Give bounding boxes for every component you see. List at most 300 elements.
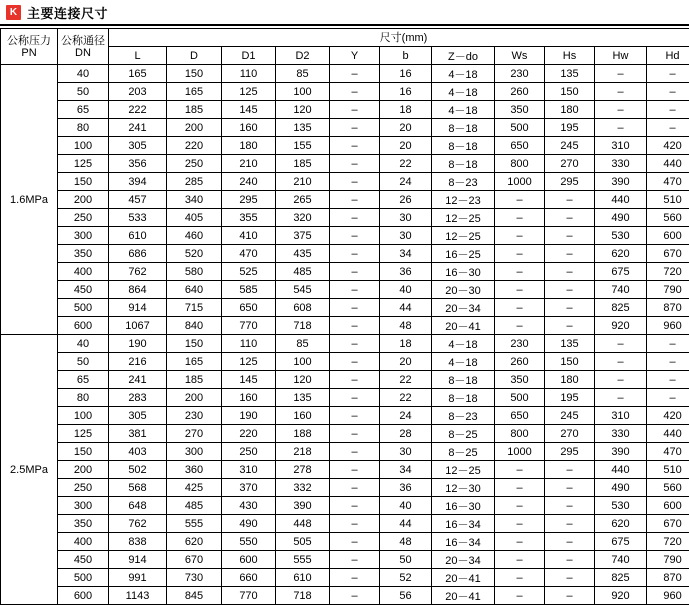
- cell-Hs: –: [545, 263, 595, 281]
- cell-D1: 430: [222, 497, 276, 515]
- cell-Ws: –: [495, 551, 545, 569]
- cell-D1: 410: [222, 227, 276, 245]
- cell-Zdo: 16－34: [432, 533, 495, 551]
- cell-Hw: 490: [595, 479, 647, 497]
- cell-b: 20: [380, 119, 432, 137]
- cell-Y: –: [330, 497, 380, 515]
- cell-Hw: 825: [595, 299, 647, 317]
- cell-Ws: –: [495, 281, 545, 299]
- cell-Zdo: 8－18: [432, 155, 495, 173]
- cell-Ws: 500: [495, 389, 545, 407]
- cell-Hd: 790: [647, 551, 689, 569]
- cell-D2: 608: [276, 299, 330, 317]
- cell-Hw: 440: [595, 191, 647, 209]
- cell-Y: –: [330, 263, 380, 281]
- cell-D: 845: [167, 587, 222, 605]
- table-row: [1, 533, 689, 551]
- cell-D: 840: [167, 317, 222, 335]
- cell-D: 670: [167, 551, 222, 569]
- cell-Hd: –: [647, 371, 689, 389]
- cell-D1: 600: [222, 551, 276, 569]
- cell-Hs: –: [545, 479, 595, 497]
- cell-dn: 100: [58, 407, 109, 425]
- cell-Hd: 560: [647, 209, 689, 227]
- header-col-Y: Y: [330, 47, 380, 65]
- cell-Hw: 825: [595, 569, 647, 587]
- cell-Hd: 960: [647, 317, 689, 335]
- cell-Ws: –: [495, 497, 545, 515]
- cell-Hw: 490: [595, 209, 647, 227]
- cell-Zdo: 16－25: [432, 245, 495, 263]
- cell-b: 52: [380, 569, 432, 587]
- cell-Zdo: 20－41: [432, 317, 495, 335]
- cell-Hw: 330: [595, 425, 647, 443]
- cell-b: 18: [380, 335, 432, 353]
- cell-Hd: –: [647, 335, 689, 353]
- cell-b: 30: [380, 227, 432, 245]
- cell-Ws: 1000: [495, 173, 545, 191]
- cell-Zdo: 12－30: [432, 479, 495, 497]
- cell-Ws: 230: [495, 335, 545, 353]
- cell-Y: –: [330, 119, 380, 137]
- cell-dn: 450: [58, 281, 109, 299]
- cell-D1: 220: [222, 425, 276, 443]
- cell-Hw: 530: [595, 497, 647, 515]
- cell-b: 34: [380, 245, 432, 263]
- cell-D: 230: [167, 407, 222, 425]
- header-dn-line1: 公称通径: [58, 35, 108, 47]
- cell-D: 715: [167, 299, 222, 317]
- cell-b: 18: [380, 101, 432, 119]
- cell-Y: –: [330, 407, 380, 425]
- cell-L: 1143: [109, 587, 167, 605]
- cell-D1: 355: [222, 209, 276, 227]
- cell-D: 520: [167, 245, 222, 263]
- table-row: [1, 299, 689, 317]
- cell-Hd: 470: [647, 173, 689, 191]
- cell-D1: 240: [222, 173, 276, 191]
- cell-b: 24: [380, 407, 432, 425]
- table-row: [1, 173, 689, 191]
- cell-D1: 650: [222, 299, 276, 317]
- cell-D2: 85: [276, 65, 330, 83]
- header-col-Zdo: Z－do: [432, 47, 495, 65]
- cell-Y: –: [330, 335, 380, 353]
- cell-Hs: 245: [545, 137, 595, 155]
- cell-Hs: –: [545, 497, 595, 515]
- table-row: [1, 407, 689, 425]
- cell-dn: 65: [58, 371, 109, 389]
- table-row: [1, 137, 689, 155]
- cell-Hw: –: [595, 101, 647, 119]
- table-row: [1, 83, 689, 101]
- table-row: [1, 317, 689, 335]
- cell-D: 620: [167, 533, 222, 551]
- cell-Zdo: 12－23: [432, 191, 495, 209]
- cell-D: 300: [167, 443, 222, 461]
- cell-D1: 250: [222, 443, 276, 461]
- cell-D2: 505: [276, 533, 330, 551]
- table-header: [1, 29, 689, 65]
- cell-D1: 525: [222, 263, 276, 281]
- cell-Ws: –: [495, 515, 545, 533]
- cell-D: 640: [167, 281, 222, 299]
- cell-Y: –: [330, 443, 380, 461]
- cell-Hs: –: [545, 227, 595, 245]
- cell-D2: 375: [276, 227, 330, 245]
- cell-Hd: 600: [647, 227, 689, 245]
- cell-L: 305: [109, 407, 167, 425]
- cell-D2: 265: [276, 191, 330, 209]
- table-row: [1, 191, 689, 209]
- header-col-D: D: [167, 47, 222, 65]
- cell-Ws: 500: [495, 119, 545, 137]
- cell-Y: –: [330, 245, 380, 263]
- cell-Hs: 295: [545, 443, 595, 461]
- table-header-row-1: [1, 29, 689, 47]
- cell-pressure-rating: 2.5MPa: [1, 335, 58, 605]
- cell-Hd: 870: [647, 299, 689, 317]
- cell-Ws: 230: [495, 65, 545, 83]
- cell-b: 34: [380, 461, 432, 479]
- cell-Ws: –: [495, 569, 545, 587]
- cell-Zdo: 8－23: [432, 173, 495, 191]
- cell-Y: –: [330, 587, 380, 605]
- cell-L: 190: [109, 335, 167, 353]
- cell-Y: –: [330, 299, 380, 317]
- cell-D2: 120: [276, 371, 330, 389]
- cell-D: 200: [167, 119, 222, 137]
- cell-b: 24: [380, 173, 432, 191]
- cell-D2: 120: [276, 101, 330, 119]
- cell-b: 36: [380, 263, 432, 281]
- cell-D: 285: [167, 173, 222, 191]
- table-row: [1, 569, 689, 587]
- cell-D1: 585: [222, 281, 276, 299]
- cell-Hs: 180: [545, 101, 595, 119]
- cell-D1: 125: [222, 353, 276, 371]
- cell-dn: 400: [58, 533, 109, 551]
- cell-Zdo: 4－18: [432, 353, 495, 371]
- cell-Hs: 195: [545, 119, 595, 137]
- cell-Hd: 440: [647, 155, 689, 173]
- cell-Zdo: 8－18: [432, 371, 495, 389]
- cell-D2: 135: [276, 119, 330, 137]
- table-row: [1, 515, 689, 533]
- cell-L: 403: [109, 443, 167, 461]
- cell-Hs: –: [545, 461, 595, 479]
- cell-D: 460: [167, 227, 222, 245]
- header-pn-line1: 公称压力: [1, 35, 57, 47]
- cell-Zdo: 12－25: [432, 227, 495, 245]
- cell-Hw: 390: [595, 443, 647, 461]
- cell-D1: 210: [222, 155, 276, 173]
- title-divider: [0, 24, 689, 26]
- cell-D2: 320: [276, 209, 330, 227]
- cell-Ws: 650: [495, 137, 545, 155]
- cell-b: 44: [380, 515, 432, 533]
- cell-Hw: 390: [595, 173, 647, 191]
- cell-b: 16: [380, 83, 432, 101]
- cell-Hs: –: [545, 209, 595, 227]
- cell-Zdo: 4－18: [432, 83, 495, 101]
- cell-L: 216: [109, 353, 167, 371]
- cell-D2: 185: [276, 155, 330, 173]
- cell-D1: 110: [222, 65, 276, 83]
- cell-b: 30: [380, 209, 432, 227]
- cell-D1: 160: [222, 119, 276, 137]
- cell-L: 241: [109, 371, 167, 389]
- cell-Hs: 135: [545, 65, 595, 83]
- cell-L: 864: [109, 281, 167, 299]
- cell-pressure-rating: 1.6MPa: [1, 65, 58, 335]
- table-row: [1, 461, 689, 479]
- table-row: [1, 371, 689, 389]
- cell-L: 686: [109, 245, 167, 263]
- cell-D: 150: [167, 65, 222, 83]
- cell-Y: –: [330, 191, 380, 209]
- cell-D2: 332: [276, 479, 330, 497]
- cell-Ws: –: [495, 533, 545, 551]
- cell-Y: –: [330, 551, 380, 569]
- cell-D2: 160: [276, 407, 330, 425]
- cell-Hd: 720: [647, 533, 689, 551]
- cell-L: 394: [109, 173, 167, 191]
- cell-Ws: –: [495, 191, 545, 209]
- cell-Zdo: 12－25: [432, 209, 495, 227]
- cell-Y: –: [330, 281, 380, 299]
- cell-Hd: 720: [647, 263, 689, 281]
- cell-Zdo: 8－18: [432, 119, 495, 137]
- cell-dn: 125: [58, 155, 109, 173]
- cell-Hs: –: [545, 551, 595, 569]
- cell-Hw: –: [595, 335, 647, 353]
- cell-Zdo: 20－34: [432, 299, 495, 317]
- cell-L: 457: [109, 191, 167, 209]
- cell-D2: 100: [276, 83, 330, 101]
- cell-D: 185: [167, 101, 222, 119]
- cell-D: 250: [167, 155, 222, 173]
- cell-L: 203: [109, 83, 167, 101]
- cell-D1: 770: [222, 317, 276, 335]
- cell-dn: 50: [58, 353, 109, 371]
- cell-Hs: 150: [545, 353, 595, 371]
- cell-b: 22: [380, 371, 432, 389]
- cell-Hw: –: [595, 65, 647, 83]
- table-row: [1, 155, 689, 173]
- cell-Hs: –: [545, 533, 595, 551]
- cell-D: 405: [167, 209, 222, 227]
- cell-Hd: 440: [647, 425, 689, 443]
- cell-dn: 80: [58, 119, 109, 137]
- cell-Hd: 510: [647, 461, 689, 479]
- cell-b: 48: [380, 317, 432, 335]
- cell-Hw: –: [595, 119, 647, 137]
- cell-Zdo: 8－25: [432, 443, 495, 461]
- cell-b: 28: [380, 425, 432, 443]
- cell-dn: 200: [58, 461, 109, 479]
- cell-Hs: 180: [545, 371, 595, 389]
- cell-b: 48: [380, 533, 432, 551]
- cell-dn: 65: [58, 101, 109, 119]
- cell-D: 165: [167, 353, 222, 371]
- cell-L: 914: [109, 299, 167, 317]
- header-col-Hs: Hs: [545, 47, 595, 65]
- cell-D: 485: [167, 497, 222, 515]
- header-col-L: L: [109, 47, 167, 65]
- cell-D: 425: [167, 479, 222, 497]
- table-row: [1, 335, 689, 353]
- cell-Zdo: 16－30: [432, 497, 495, 515]
- cell-Hd: 870: [647, 569, 689, 587]
- cell-Ws: –: [495, 245, 545, 263]
- cell-Zdo: 4－18: [432, 335, 495, 353]
- cell-D1: 160: [222, 389, 276, 407]
- cell-Zdo: 20－30: [432, 281, 495, 299]
- cell-b: 20: [380, 353, 432, 371]
- cell-Ws: –: [495, 209, 545, 227]
- cell-Hd: 600: [647, 497, 689, 515]
- cell-Y: –: [330, 173, 380, 191]
- cell-Y: –: [330, 389, 380, 407]
- cell-Y: –: [330, 209, 380, 227]
- cell-L: 991: [109, 569, 167, 587]
- cell-Ws: –: [495, 299, 545, 317]
- table-row: [1, 209, 689, 227]
- cell-D2: 100: [276, 353, 330, 371]
- cell-Hw: 920: [595, 587, 647, 605]
- cell-Hs: 295: [545, 173, 595, 191]
- cell-D2: 210: [276, 173, 330, 191]
- cell-dn: 40: [58, 335, 109, 353]
- cell-Y: –: [330, 137, 380, 155]
- cell-Zdo: 20－41: [432, 587, 495, 605]
- cell-D: 165: [167, 83, 222, 101]
- cell-Ws: 800: [495, 425, 545, 443]
- cell-L: 502: [109, 461, 167, 479]
- cell-Zdo: 12－25: [432, 461, 495, 479]
- header-col-D1: D1: [222, 47, 276, 65]
- cell-Hd: –: [647, 119, 689, 137]
- cell-dn: 500: [58, 569, 109, 587]
- cell-D: 730: [167, 569, 222, 587]
- cell-Hd: –: [647, 83, 689, 101]
- page-title-text: 主要连接尺寸: [27, 3, 108, 22]
- cell-Hw: 530: [595, 227, 647, 245]
- table-row: [1, 443, 689, 461]
- cell-dn: 600: [58, 587, 109, 605]
- cell-D: 555: [167, 515, 222, 533]
- table-row: [1, 497, 689, 515]
- table-row: [1, 353, 689, 371]
- cell-Hs: 270: [545, 425, 595, 443]
- cell-Ws: –: [495, 479, 545, 497]
- cell-Y: –: [330, 101, 380, 119]
- cell-D: 200: [167, 389, 222, 407]
- cell-b: 36: [380, 479, 432, 497]
- cell-D1: 490: [222, 515, 276, 533]
- cell-Hs: –: [545, 245, 595, 263]
- cell-Hs: –: [545, 587, 595, 605]
- cell-Y: –: [330, 425, 380, 443]
- cell-b: 30: [380, 443, 432, 461]
- cell-Hw: 620: [595, 245, 647, 263]
- table-row: [1, 389, 689, 407]
- cell-Hw: 920: [595, 317, 647, 335]
- cell-Ws: –: [495, 317, 545, 335]
- cell-Y: –: [330, 515, 380, 533]
- table-row: [1, 281, 689, 299]
- cell-D2: 545: [276, 281, 330, 299]
- cell-D: 360: [167, 461, 222, 479]
- cell-Hs: –: [545, 515, 595, 533]
- cell-Hw: –: [595, 83, 647, 101]
- cell-Hs: –: [545, 299, 595, 317]
- cell-dn: 150: [58, 443, 109, 461]
- table-row: [1, 101, 689, 119]
- cell-Ws: –: [495, 587, 545, 605]
- cell-Ws: 260: [495, 83, 545, 101]
- cell-D1: 145: [222, 101, 276, 119]
- cell-L: 762: [109, 515, 167, 533]
- header-col-Ws: Ws: [495, 47, 545, 65]
- cell-D2: 278: [276, 461, 330, 479]
- header-dn: [58, 29, 109, 65]
- cell-Hs: 150: [545, 83, 595, 101]
- header-col-D2: D2: [276, 47, 330, 65]
- cell-Hw: 675: [595, 263, 647, 281]
- cell-D: 220: [167, 137, 222, 155]
- cell-b: 22: [380, 155, 432, 173]
- cell-Hs: –: [545, 191, 595, 209]
- cell-L: 241: [109, 119, 167, 137]
- cell-dn: 600: [58, 317, 109, 335]
- cell-Hs: 245: [545, 407, 595, 425]
- cell-D2: 435: [276, 245, 330, 263]
- cell-b: 50: [380, 551, 432, 569]
- cell-Zdo: 8－18: [432, 389, 495, 407]
- connection-dimensions-table: [0, 28, 689, 605]
- cell-L: 914: [109, 551, 167, 569]
- header-col-Hw: Hw: [595, 47, 647, 65]
- cell-b: 56: [380, 587, 432, 605]
- cell-Ws: 1000: [495, 443, 545, 461]
- cell-dn: 350: [58, 245, 109, 263]
- cell-L: 533: [109, 209, 167, 227]
- cell-Hw: 740: [595, 551, 647, 569]
- cell-Y: –: [330, 83, 380, 101]
- cell-dn: 300: [58, 497, 109, 515]
- cell-Hd: –: [647, 65, 689, 83]
- cell-L: 568: [109, 479, 167, 497]
- cell-b: 26: [380, 191, 432, 209]
- cell-dn: 200: [58, 191, 109, 209]
- cell-dn: 300: [58, 227, 109, 245]
- cell-Hd: –: [647, 389, 689, 407]
- cell-Y: –: [330, 65, 380, 83]
- header-pn-line2: PN: [1, 47, 57, 59]
- cell-b: 22: [380, 389, 432, 407]
- cell-Hw: 440: [595, 461, 647, 479]
- cell-D1: 190: [222, 407, 276, 425]
- cell-D2: 485: [276, 263, 330, 281]
- header-pn: [1, 29, 58, 65]
- cell-D1: 470: [222, 245, 276, 263]
- cell-dn: 50: [58, 83, 109, 101]
- cell-Y: –: [330, 371, 380, 389]
- table-row: [1, 227, 689, 245]
- cell-D1: 370: [222, 479, 276, 497]
